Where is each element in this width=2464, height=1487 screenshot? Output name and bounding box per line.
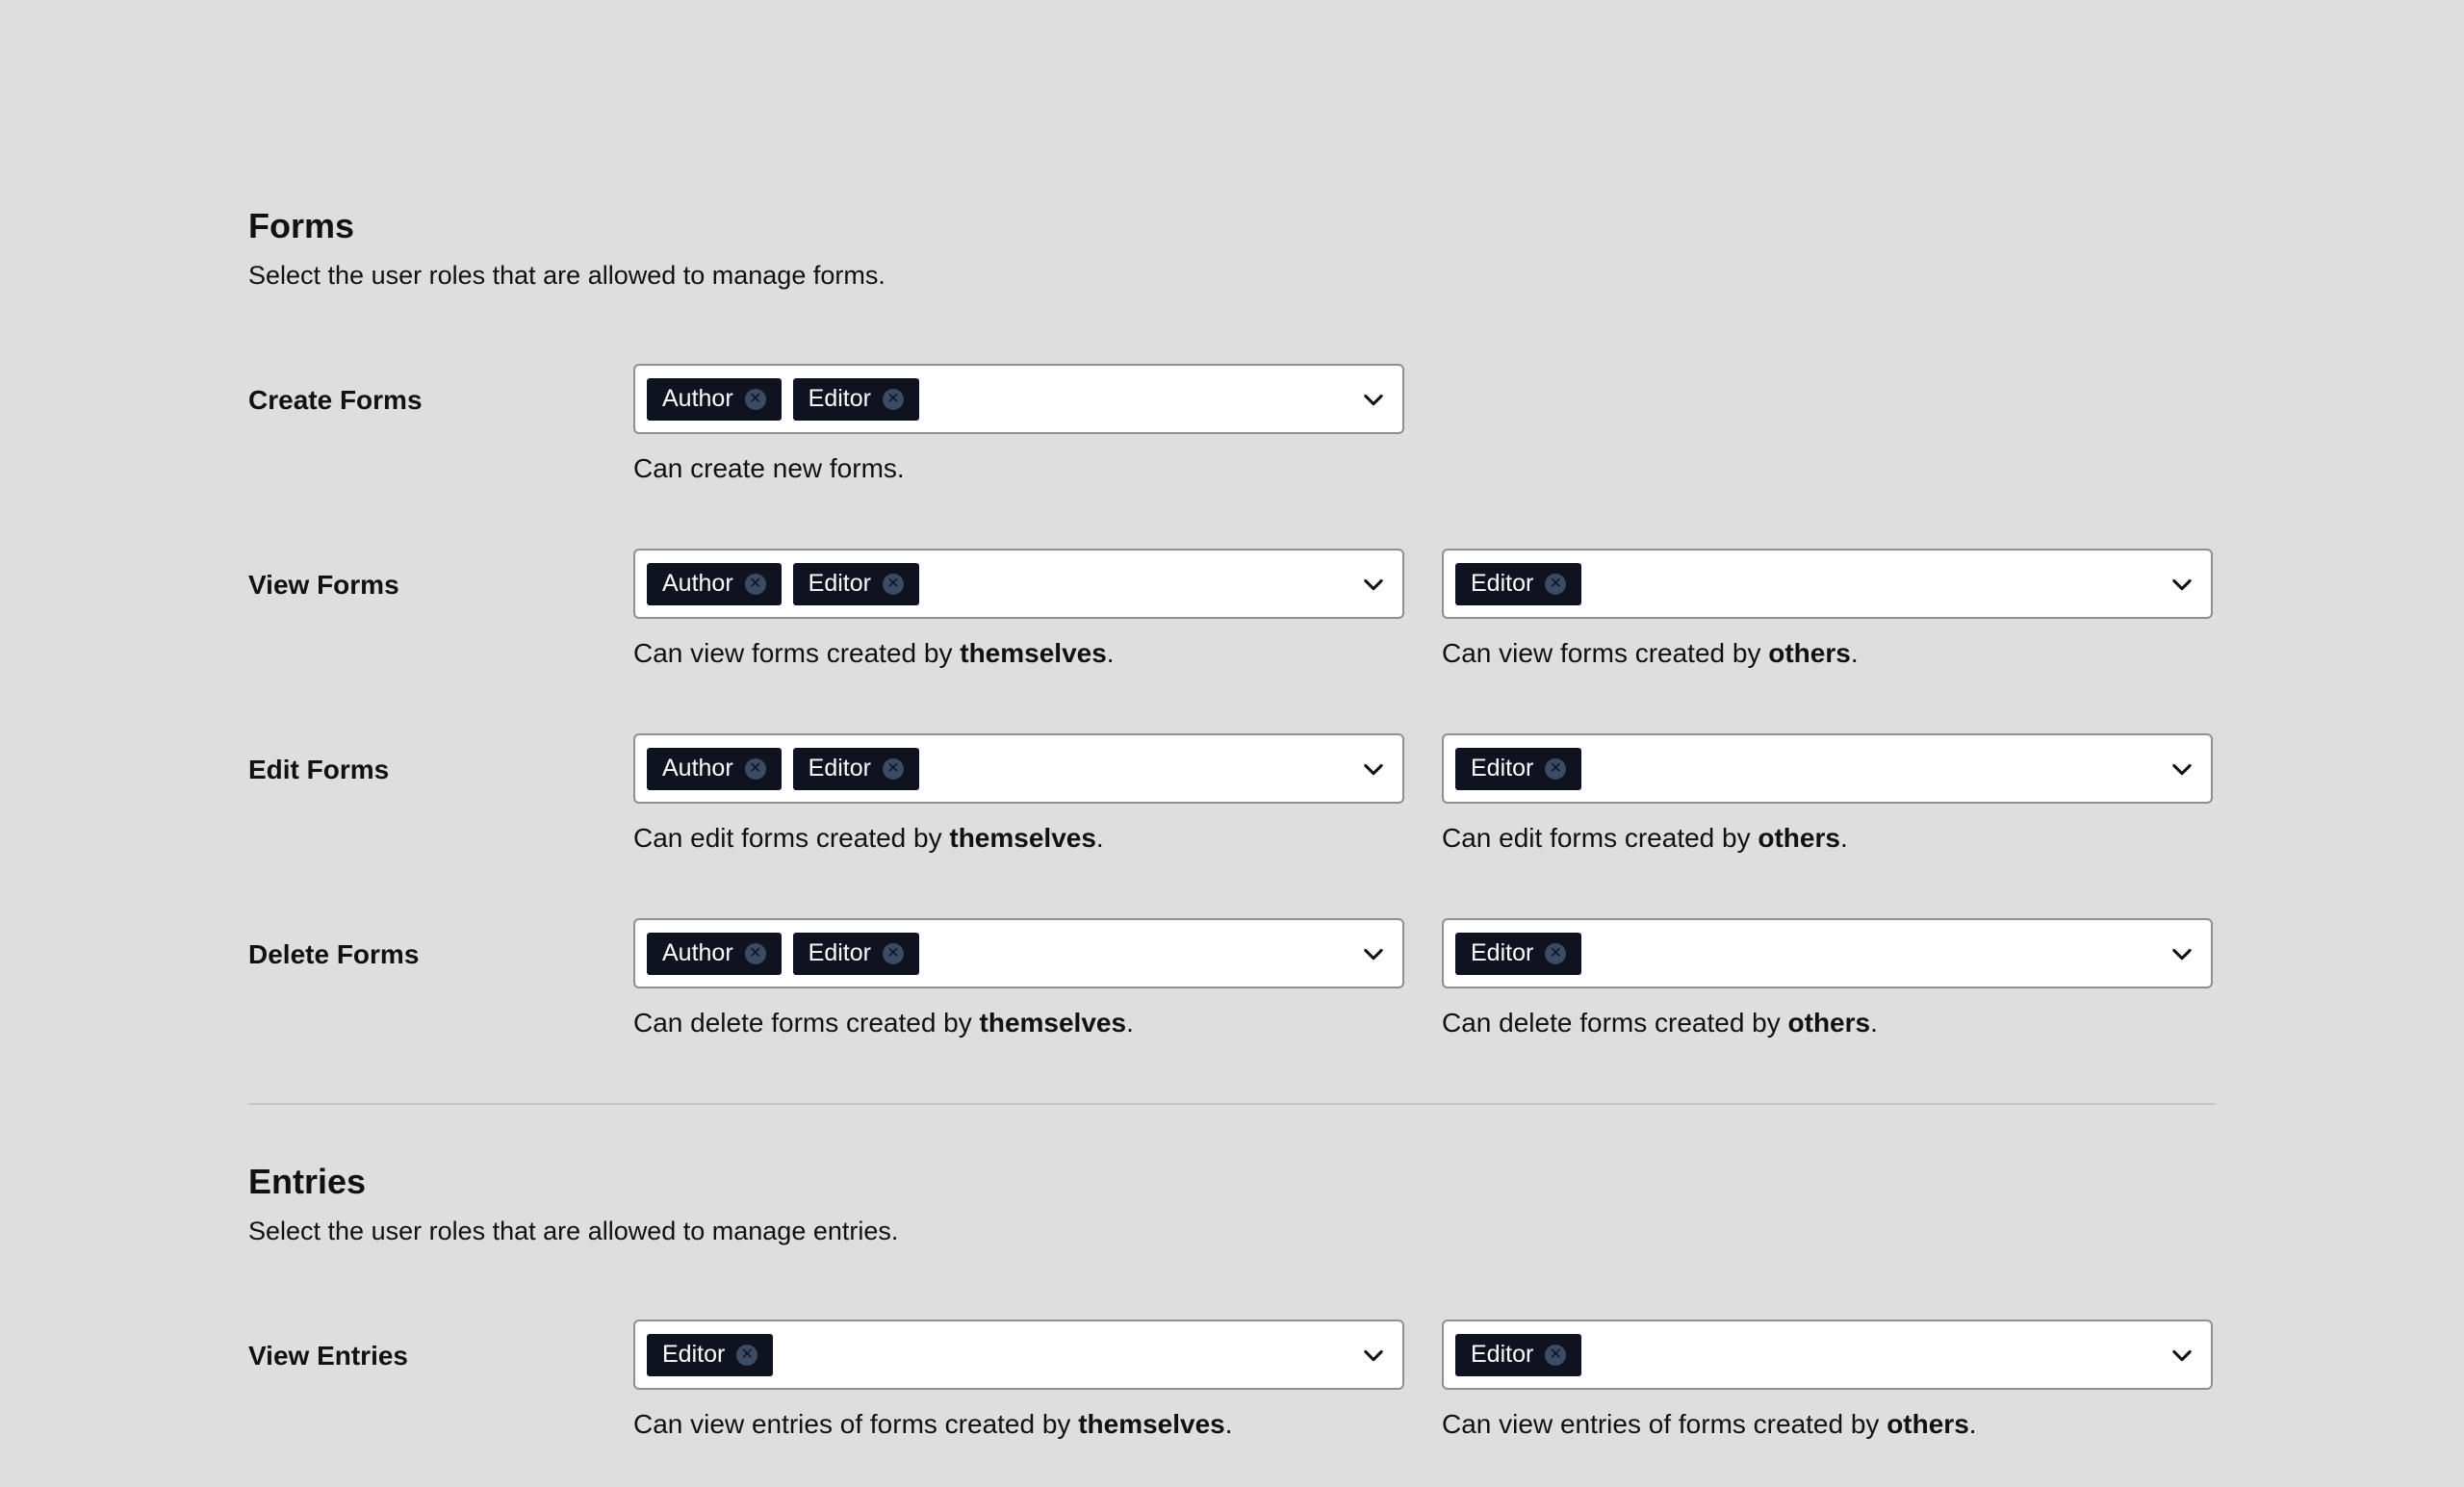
edit-forms-others-select[interactable] bbox=[1442, 733, 2213, 804]
forms-section-description: Select the user roles that are allowed to manage forms. bbox=[248, 261, 886, 290]
create-forms-help: Can create new forms. bbox=[633, 453, 905, 483]
chevron-down-icon[interactable] bbox=[1360, 571, 1387, 598]
delete-forms-own-help: Can delete forms created by themselves. bbox=[633, 1008, 1134, 1038]
remove-tag-icon[interactable]: ✕ bbox=[883, 943, 904, 964]
view-forms-label: View Forms bbox=[248, 570, 399, 600]
view-forms-own-select[interactable] bbox=[633, 549, 1404, 619]
role-tag-label: Editor bbox=[1471, 755, 1534, 782]
role-tag-label: Author bbox=[662, 755, 733, 782]
chevron-down-icon[interactable] bbox=[1360, 1342, 1387, 1369]
view-forms-own-help: Can view forms created by themselves. bbox=[633, 638, 1115, 668]
view-entries-others-help: Can view entries of forms created by others. bbox=[1442, 1409, 1977, 1439]
entries-section-title: Entries bbox=[248, 1162, 367, 1201]
role-tag bbox=[793, 563, 919, 605]
remove-tag-icon[interactable]: ✕ bbox=[745, 389, 766, 410]
delete-forms-others-select[interactable] bbox=[1442, 918, 2213, 988]
chevron-down-icon[interactable] bbox=[2169, 571, 2195, 598]
section-divider bbox=[248, 1103, 2216, 1105]
row-delete-forms bbox=[248, 918, 2216, 1043]
delete-forms-label: Delete Forms bbox=[248, 939, 420, 969]
remove-tag-icon[interactable]: ✕ bbox=[745, 574, 766, 595]
row-create-forms bbox=[248, 364, 2216, 489]
role-tag-label: Editor bbox=[808, 385, 871, 412]
role-tag bbox=[1455, 933, 1581, 975]
chevron-down-icon[interactable] bbox=[1360, 756, 1387, 782]
remove-tag-icon[interactable]: ✕ bbox=[1545, 574, 1566, 595]
remove-tag-icon[interactable]: ✕ bbox=[1545, 943, 1566, 964]
edit-forms-label: Edit Forms bbox=[248, 755, 390, 784]
entries-section-description: Select the user roles that are allowed to manage entries. bbox=[248, 1217, 899, 1245]
entries-section bbox=[248, 1161, 2216, 1247]
role-tag-label: Editor bbox=[1471, 1341, 1534, 1368]
create-forms-select[interactable] bbox=[633, 364, 1404, 434]
delete-forms-own-select[interactable] bbox=[633, 918, 1404, 988]
view-forms-others-select[interactable] bbox=[1442, 549, 2213, 619]
chevron-down-icon[interactable] bbox=[2169, 1342, 2195, 1369]
role-tag-label: Editor bbox=[1471, 570, 1534, 597]
role-tag-label: Editor bbox=[808, 570, 871, 597]
role-tag-label: Author bbox=[662, 939, 733, 966]
role-tag bbox=[647, 748, 782, 790]
role-tag-label: Author bbox=[662, 385, 733, 412]
edit-forms-own-help: Can edit forms created by themselves. bbox=[633, 823, 1104, 853]
remove-tag-icon[interactable]: ✕ bbox=[1545, 758, 1566, 780]
role-tag bbox=[1455, 1334, 1581, 1376]
chevron-down-icon[interactable] bbox=[1360, 386, 1387, 413]
role-tag bbox=[1455, 563, 1581, 605]
remove-tag-icon[interactable]: ✕ bbox=[745, 943, 766, 964]
remove-tag-icon[interactable]: ✕ bbox=[883, 574, 904, 595]
create-forms-label: Create Forms bbox=[248, 385, 423, 415]
role-tag bbox=[793, 748, 919, 790]
role-tag bbox=[793, 933, 919, 975]
row-edit-forms bbox=[248, 733, 2216, 859]
row-view-entries bbox=[248, 1320, 2216, 1445]
view-forms-others-help: Can view forms created by others. bbox=[1442, 638, 1859, 668]
remove-tag-icon[interactable]: ✕ bbox=[736, 1345, 757, 1366]
role-tag bbox=[647, 933, 782, 975]
remove-tag-icon[interactable]: ✕ bbox=[1545, 1345, 1566, 1366]
chevron-down-icon[interactable] bbox=[2169, 940, 2195, 967]
role-tag bbox=[647, 563, 782, 605]
forms-section bbox=[248, 205, 2216, 292]
role-tag-label: Editor bbox=[808, 939, 871, 966]
row-view-forms bbox=[248, 549, 2216, 674]
role-tag bbox=[647, 1334, 773, 1376]
role-tag-label: Editor bbox=[1471, 939, 1534, 966]
view-entries-own-select[interactable] bbox=[633, 1320, 1404, 1390]
role-tag-label: Editor bbox=[662, 1341, 726, 1368]
role-tag-label: Editor bbox=[808, 755, 871, 782]
chevron-down-icon[interactable] bbox=[1360, 940, 1387, 967]
role-tag-label: Author bbox=[662, 570, 733, 597]
delete-forms-others-help: Can delete forms created by others. bbox=[1442, 1008, 1878, 1038]
edit-forms-others-help: Can edit forms created by others. bbox=[1442, 823, 1848, 853]
remove-tag-icon[interactable]: ✕ bbox=[883, 389, 904, 410]
view-entries-own-help: Can view entries of forms created by themselves. bbox=[633, 1409, 1233, 1439]
chevron-down-icon[interactable] bbox=[2169, 756, 2195, 782]
role-tag bbox=[1455, 748, 1581, 790]
role-tag bbox=[793, 378, 919, 421]
remove-tag-icon[interactable]: ✕ bbox=[883, 758, 904, 780]
role-tag bbox=[647, 378, 782, 421]
forms-section-title: Forms bbox=[248, 206, 355, 245]
view-entries-label: View Entries bbox=[248, 1341, 409, 1371]
remove-tag-icon[interactable]: ✕ bbox=[745, 758, 766, 780]
view-entries-others-select[interactable] bbox=[1442, 1320, 2213, 1390]
edit-forms-own-select[interactable] bbox=[633, 733, 1404, 804]
